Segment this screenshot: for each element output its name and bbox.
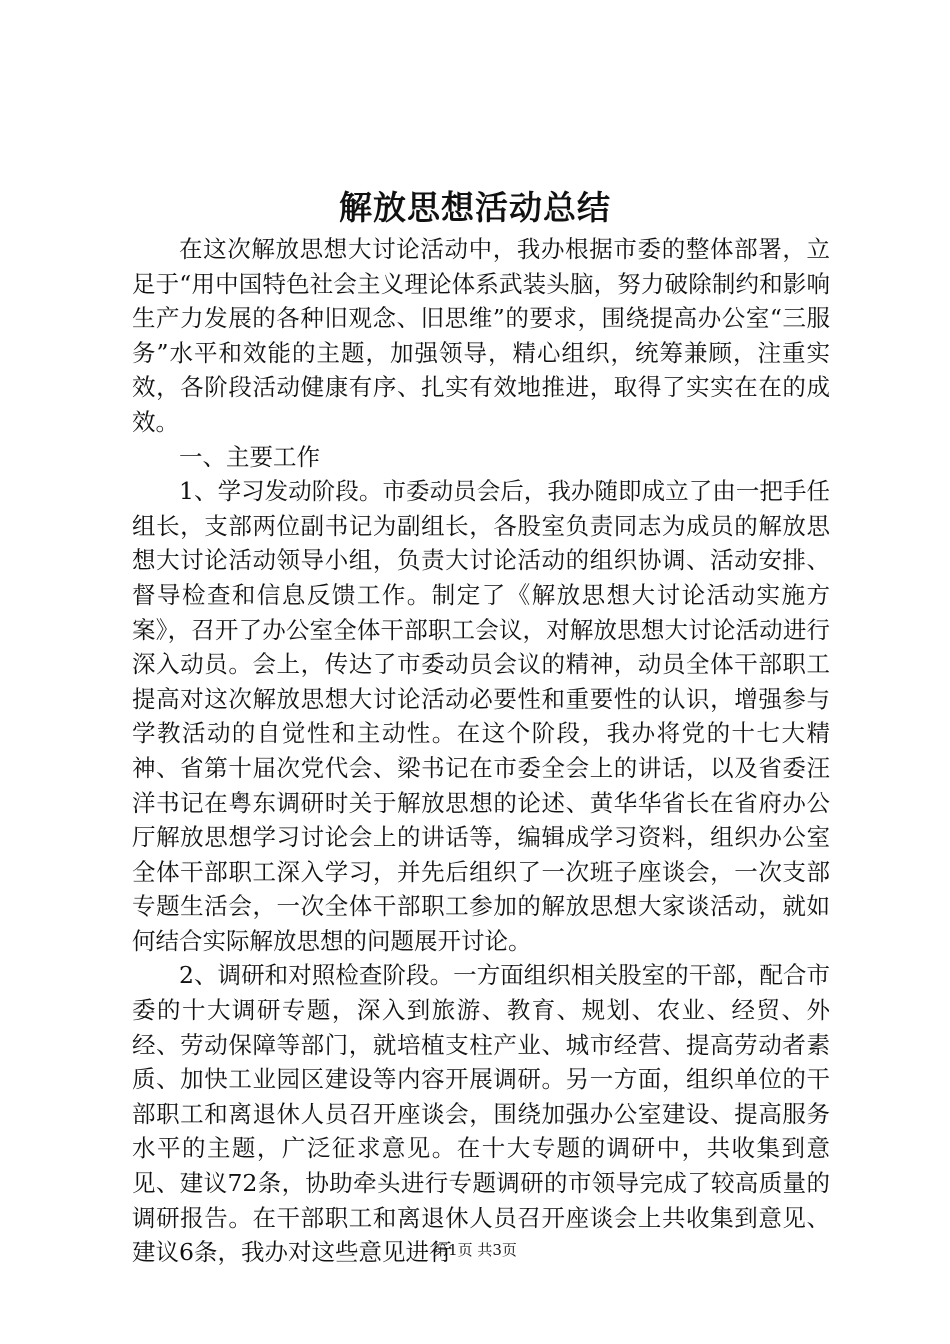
document-body [132,232,830,1270]
page-number-footer: 第1页 共3页 [433,1241,517,1259]
paragraph-stage-1: 1、学习发动阶段。市委动员会后，我办随即成立了由一把手任组长，支部两位副书记为副组长，各股室负责同志为成员的解放思想大讨论活动领导小组，负责大讨论活动的组织协调、活动安排、督导检查和信息反馈工作。制定了《解放思想大讨论活动实施方案》，召开了办公室全体干部职工会议，对解放思想大讨论活动进行深入动员。会上，传达了市委动员会议的精神，动员全体干部职工提高对这次解放思想大讨论活动必要性和重要性的认识，增强参与学教活动的自觉性和主动性。在这个阶段，我办将党的十七大精神、省第十届次党代会、梁书记在市委全会上的讲话，以及省委汪洋书记在粤东调研时关于解放思想的论述、黄华华省长在省府办公厅解放思想学习讨论会上的讲话等，编辑成学习资料，组织办公室全体干部职工深入学习，并先后组织了一次班子座谈会，一次支部专题生活会，一次全体干部职工参加的解放思想大家谈活动，就如何结合实际解放思想的问题展开讨论。 [132,477,830,955]
document-title: 解放思想活动总结 [339,188,611,227]
paragraph-stage-2: 2、调研和对照检查阶段。一方面组织相关股室的干部，配合市委的十大调研专题，深入到旅游、教育、规划、农业、经贸、外经、劳动保障等部门，就培植支柱产业、城市经营、提高劳动者素质、加快工业园区建设等内容开展调研。另一方面，组织单位的干部职工和离退休人员召开座谈会，围绕加强办公室建设、提高服务水平的主题，广泛征求意见。在十大专题的调研中，共收集到意见、建议72条，协助牵头进行专题调研的市领导完成了较高质量的调研报告。在干部职工和离退休人员召开座谈会上共收集到意见、建议6条，我办对这些意见进行 [132,961,830,1267]
paragraph-intro: 在这次解放思想大讨论活动中，我办根据市委的整体部署，立足于“用中国特色社会主义理论体系武装头脑，努力破除制约和影响生产力发展的各种旧观念、旧思维”的要求，围绕提高办公室“三服务”水平和效能的主题，加强领导，精心组织，统筹兼顾，注重实效，各阶段活动健康有序、扎实有效地推进，取得了实实在在的成效。 [132,235,830,436]
section-heading-main-work: 一、主要工作 [179,442,320,471]
